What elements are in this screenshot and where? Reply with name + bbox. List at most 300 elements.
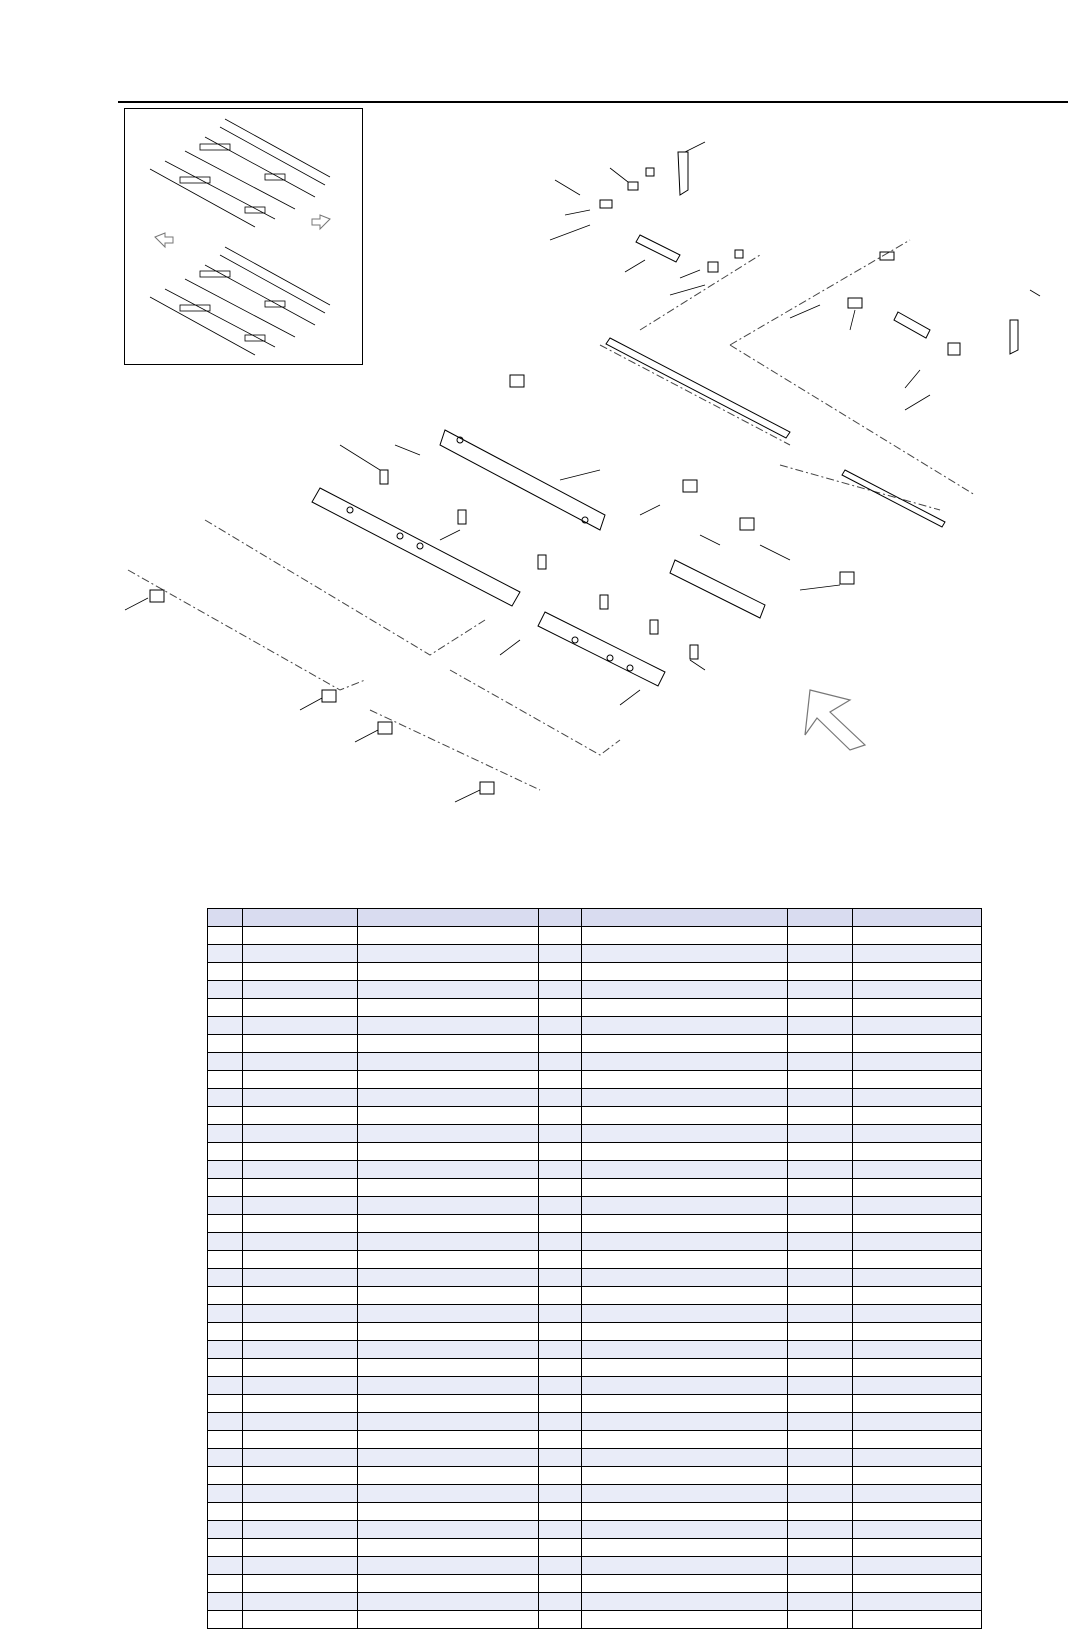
table-cell xyxy=(243,927,358,945)
table-cell xyxy=(853,1125,982,1143)
table-cell xyxy=(788,1611,853,1629)
table-cell xyxy=(358,927,539,945)
table-cell xyxy=(243,1197,358,1215)
table-cell xyxy=(208,1593,243,1611)
table-cell xyxy=(539,909,582,927)
table-cell xyxy=(243,1125,358,1143)
table-cell xyxy=(208,1413,243,1431)
table-cell xyxy=(243,1179,358,1197)
table-row xyxy=(208,1035,982,1053)
table-row xyxy=(208,1449,982,1467)
table-cell xyxy=(539,1431,582,1449)
table-cell xyxy=(582,999,788,1017)
table-cell xyxy=(582,1215,788,1233)
table-row xyxy=(208,1377,982,1395)
table-cell xyxy=(243,1251,358,1269)
table-cell xyxy=(539,1251,582,1269)
table-cell xyxy=(788,1377,853,1395)
table-cell xyxy=(208,945,243,963)
table-cell xyxy=(243,1053,358,1071)
table-cell xyxy=(243,1233,358,1251)
table-cell xyxy=(208,1431,243,1449)
table-cell xyxy=(358,1323,539,1341)
table-cell xyxy=(208,1197,243,1215)
table-cell xyxy=(788,1341,853,1359)
table-cell xyxy=(539,1305,582,1323)
table-cell xyxy=(539,1449,582,1467)
table-cell xyxy=(853,1161,982,1179)
table-cell xyxy=(788,1521,853,1539)
table-cell xyxy=(358,963,539,981)
table-cell xyxy=(358,1305,539,1323)
table-cell xyxy=(539,1341,582,1359)
table-cell xyxy=(853,1467,982,1485)
table-cell xyxy=(243,1215,358,1233)
table-cell xyxy=(539,963,582,981)
table-cell xyxy=(582,1323,788,1341)
table-cell xyxy=(582,1467,788,1485)
table-row xyxy=(208,1431,982,1449)
table-cell xyxy=(539,1107,582,1125)
table-cell xyxy=(243,1449,358,1467)
table-cell xyxy=(582,1251,788,1269)
table-cell xyxy=(208,1107,243,1125)
table-cell xyxy=(243,1323,358,1341)
table-cell xyxy=(358,1161,539,1179)
table-cell xyxy=(582,1557,788,1575)
table-cell xyxy=(582,1575,788,1593)
table-cell xyxy=(853,1503,982,1521)
table-cell xyxy=(539,927,582,945)
table-row xyxy=(208,1197,982,1215)
table-cell xyxy=(788,927,853,945)
table-row xyxy=(208,1341,982,1359)
table-cell xyxy=(243,945,358,963)
table-cell xyxy=(788,1359,853,1377)
table-cell xyxy=(539,1035,582,1053)
table-cell xyxy=(788,1323,853,1341)
table-cell xyxy=(853,1305,982,1323)
table-cell xyxy=(358,1539,539,1557)
table-cell xyxy=(788,1197,853,1215)
table-cell xyxy=(582,1413,788,1431)
table-cell xyxy=(788,1107,853,1125)
table-row xyxy=(208,1413,982,1431)
table-cell xyxy=(853,1017,982,1035)
table-cell xyxy=(853,1107,982,1125)
table-row xyxy=(208,981,982,999)
table-row xyxy=(208,1143,982,1161)
table-cell xyxy=(853,1233,982,1251)
table-cell xyxy=(208,927,243,945)
table-cell xyxy=(582,1449,788,1467)
table-cell xyxy=(539,1053,582,1071)
table-cell xyxy=(788,1269,853,1287)
table-cell xyxy=(853,909,982,927)
table-cell xyxy=(243,1503,358,1521)
table-cell xyxy=(358,1197,539,1215)
table-cell xyxy=(539,1485,582,1503)
table-cell xyxy=(788,1089,853,1107)
overview-thumbnail xyxy=(125,109,361,363)
table-cell xyxy=(358,1035,539,1053)
table-cell xyxy=(243,1341,358,1359)
table-cell xyxy=(358,1431,539,1449)
table-cell xyxy=(358,945,539,963)
table-cell xyxy=(208,1341,243,1359)
table-cell xyxy=(788,1287,853,1305)
table-cell xyxy=(853,945,982,963)
table-cell xyxy=(788,1179,853,1197)
table-row xyxy=(208,999,982,1017)
table-cell xyxy=(853,1485,982,1503)
table-cell xyxy=(788,909,853,927)
table-cell xyxy=(358,1503,539,1521)
table-cell xyxy=(358,1521,539,1539)
table-cell xyxy=(243,1395,358,1413)
table-cell xyxy=(358,1485,539,1503)
table-cell xyxy=(243,1107,358,1125)
table-cell xyxy=(582,1395,788,1413)
table-cell xyxy=(358,1395,539,1413)
table-cell xyxy=(853,1287,982,1305)
table-cell xyxy=(788,1017,853,1035)
table-cell xyxy=(208,1503,243,1521)
table-cell xyxy=(853,927,982,945)
table-cell xyxy=(358,1359,539,1377)
table-row xyxy=(208,1521,982,1539)
table-row xyxy=(208,1323,982,1341)
table-cell xyxy=(358,1611,539,1629)
table-cell xyxy=(539,1269,582,1287)
table-cell xyxy=(208,1323,243,1341)
table-cell xyxy=(208,1539,243,1557)
table-cell xyxy=(208,1053,243,1071)
table-cell xyxy=(208,1161,243,1179)
table-cell xyxy=(853,1377,982,1395)
table-cell xyxy=(853,1251,982,1269)
table-cell xyxy=(582,945,788,963)
table-cell xyxy=(853,981,982,999)
table-cell xyxy=(853,1611,982,1629)
table-cell xyxy=(853,1341,982,1359)
table-cell xyxy=(358,1017,539,1035)
table-cell xyxy=(539,1125,582,1143)
table-cell xyxy=(582,1233,788,1251)
table-cell xyxy=(582,963,788,981)
table-cell xyxy=(208,1521,243,1539)
table-cell xyxy=(358,1449,539,1467)
table-cell xyxy=(788,963,853,981)
table-cell xyxy=(788,1071,853,1089)
table-cell xyxy=(853,1053,982,1071)
table-cell xyxy=(539,1215,582,1233)
table-cell xyxy=(582,1143,788,1161)
table-cell xyxy=(539,1593,582,1611)
table-cell xyxy=(243,981,358,999)
table-cell xyxy=(243,1611,358,1629)
table-cell xyxy=(788,1413,853,1431)
table-cell xyxy=(358,1215,539,1233)
table-cell xyxy=(358,1413,539,1431)
table-cell xyxy=(788,999,853,1017)
table-cell xyxy=(853,1449,982,1467)
table-cell xyxy=(788,1233,853,1251)
table-cell xyxy=(539,1557,582,1575)
table-cell xyxy=(539,1575,582,1593)
table-cell xyxy=(539,1611,582,1629)
table-cell xyxy=(853,1269,982,1287)
table-cell xyxy=(358,1251,539,1269)
table-cell xyxy=(539,1287,582,1305)
table-cell xyxy=(358,1143,539,1161)
table-cell xyxy=(208,1215,243,1233)
table-cell xyxy=(358,1377,539,1395)
table-cell xyxy=(208,1269,243,1287)
table-cell xyxy=(243,1431,358,1449)
table-cell xyxy=(788,1431,853,1449)
table-cell xyxy=(853,1359,982,1377)
table-cell xyxy=(358,1179,539,1197)
table-cell xyxy=(358,1341,539,1359)
table-cell xyxy=(243,1575,358,1593)
table-cell xyxy=(853,963,982,981)
table-cell xyxy=(582,1035,788,1053)
table-cell xyxy=(582,1431,788,1449)
table-row xyxy=(208,1359,982,1377)
table-cell xyxy=(208,999,243,1017)
table-cell xyxy=(582,1521,788,1539)
table-cell xyxy=(539,1089,582,1107)
table-cell xyxy=(853,1557,982,1575)
table-cell xyxy=(208,1071,243,1089)
table-cell xyxy=(582,1017,788,1035)
table-cell xyxy=(582,1611,788,1629)
table-cell xyxy=(539,1017,582,1035)
table-cell xyxy=(582,1341,788,1359)
table-cell xyxy=(243,1521,358,1539)
table-cell xyxy=(788,1125,853,1143)
table-cell xyxy=(582,1269,788,1287)
table-cell xyxy=(582,1179,788,1197)
overview-inset xyxy=(124,108,363,365)
table-cell xyxy=(788,1449,853,1467)
table-row xyxy=(208,1107,982,1125)
table-cell xyxy=(539,1071,582,1089)
table-cell xyxy=(358,1053,539,1071)
table-cell xyxy=(853,1413,982,1431)
table-cell xyxy=(853,1035,982,1053)
table-cell xyxy=(853,1395,982,1413)
table-cell xyxy=(539,1197,582,1215)
table-cell xyxy=(243,1143,358,1161)
table-cell xyxy=(788,1143,853,1161)
table-row xyxy=(208,1593,982,1611)
table-cell xyxy=(243,1305,358,1323)
table-cell xyxy=(539,1323,582,1341)
table-cell xyxy=(853,1539,982,1557)
table-cell xyxy=(582,1593,788,1611)
table-row xyxy=(208,1575,982,1593)
table-cell xyxy=(582,1539,788,1557)
table-cell xyxy=(243,963,358,981)
table-cell xyxy=(853,1179,982,1197)
table-cell xyxy=(208,1485,243,1503)
table-cell xyxy=(243,1089,358,1107)
table-cell xyxy=(208,1467,243,1485)
table-cell xyxy=(358,1593,539,1611)
table-cell xyxy=(853,999,982,1017)
table-cell xyxy=(243,1035,358,1053)
table-cell xyxy=(358,1575,539,1593)
table-cell xyxy=(853,1323,982,1341)
table-cell xyxy=(358,1107,539,1125)
table-cell xyxy=(358,1233,539,1251)
table-row xyxy=(208,1161,982,1179)
table-cell xyxy=(243,909,358,927)
table-cell xyxy=(788,1557,853,1575)
table-cell xyxy=(788,1593,853,1611)
table-cell xyxy=(243,1071,358,1089)
table-cell xyxy=(539,1503,582,1521)
table-row xyxy=(208,1503,982,1521)
table-cell xyxy=(582,1089,788,1107)
table-cell xyxy=(788,1161,853,1179)
table-cell xyxy=(539,1377,582,1395)
table-cell xyxy=(582,909,788,927)
table-cell xyxy=(208,1035,243,1053)
table-cell xyxy=(539,1359,582,1377)
table-cell xyxy=(208,963,243,981)
table-cell xyxy=(208,981,243,999)
parts-list-table xyxy=(207,908,982,1629)
table-row xyxy=(208,1233,982,1251)
table-cell xyxy=(539,1413,582,1431)
table-cell xyxy=(358,909,539,927)
table-cell xyxy=(208,1287,243,1305)
table-cell xyxy=(582,1485,788,1503)
table-cell xyxy=(539,981,582,999)
table-cell xyxy=(243,1539,358,1557)
table-cell xyxy=(582,1197,788,1215)
table-cell xyxy=(539,1521,582,1539)
table-cell xyxy=(208,1089,243,1107)
table-cell xyxy=(788,1305,853,1323)
table-cell xyxy=(582,981,788,999)
table-cell xyxy=(208,1143,243,1161)
table-row xyxy=(208,1287,982,1305)
table-cell xyxy=(243,1287,358,1305)
table-cell xyxy=(208,1449,243,1467)
table-cell xyxy=(208,1395,243,1413)
table-row xyxy=(208,1611,982,1629)
table-cell xyxy=(788,1395,853,1413)
table-cell xyxy=(208,909,243,927)
table-cell xyxy=(582,1053,788,1071)
table-cell xyxy=(582,1161,788,1179)
table-cell xyxy=(853,1143,982,1161)
table-cell xyxy=(788,1035,853,1053)
table-cell xyxy=(582,1107,788,1125)
table-cell xyxy=(208,1179,243,1197)
table-cell xyxy=(243,1557,358,1575)
table-cell xyxy=(539,1143,582,1161)
table-cell xyxy=(539,945,582,963)
table-cell xyxy=(243,1269,358,1287)
table-cell xyxy=(208,1305,243,1323)
table-row xyxy=(208,1269,982,1287)
table-cell xyxy=(208,1557,243,1575)
table-cell xyxy=(358,1287,539,1305)
table-row xyxy=(208,1071,982,1089)
table-cell xyxy=(788,945,853,963)
table-cell xyxy=(582,1377,788,1395)
table-row xyxy=(208,1215,982,1233)
table-row xyxy=(208,1251,982,1269)
table-row xyxy=(208,1179,982,1197)
table-row xyxy=(208,1125,982,1143)
table-cell xyxy=(208,1017,243,1035)
table-row xyxy=(208,1305,982,1323)
table-cell xyxy=(582,1503,788,1521)
table-row xyxy=(208,927,982,945)
table-row xyxy=(208,1557,982,1575)
table-cell xyxy=(788,1485,853,1503)
table-cell xyxy=(788,1467,853,1485)
table-cell xyxy=(358,1089,539,1107)
table-row xyxy=(208,1017,982,1035)
table-cell xyxy=(582,927,788,945)
table-cell xyxy=(358,1557,539,1575)
table-cell xyxy=(853,1215,982,1233)
table-cell xyxy=(853,1197,982,1215)
table-cell xyxy=(243,1413,358,1431)
table-cell xyxy=(243,1485,358,1503)
table-row xyxy=(208,963,982,981)
table-cell xyxy=(358,981,539,999)
table-cell xyxy=(788,1539,853,1557)
table-cell xyxy=(208,1611,243,1629)
table-cell xyxy=(208,1359,243,1377)
table-cell xyxy=(358,1467,539,1485)
table-cell xyxy=(788,1503,853,1521)
table-cell xyxy=(208,1233,243,1251)
table-cell xyxy=(853,1593,982,1611)
table-row xyxy=(208,1089,982,1107)
table-cell xyxy=(582,1287,788,1305)
table-cell xyxy=(788,981,853,999)
table-cell xyxy=(539,1233,582,1251)
parts-table-body xyxy=(208,909,982,1629)
table-row xyxy=(208,945,982,963)
table-cell xyxy=(853,1575,982,1593)
table-cell xyxy=(539,1467,582,1485)
table-cell xyxy=(243,999,358,1017)
table-cell xyxy=(582,1125,788,1143)
table-cell xyxy=(582,1071,788,1089)
table-row xyxy=(208,1053,982,1071)
table-cell xyxy=(539,1161,582,1179)
table-cell xyxy=(539,999,582,1017)
table-cell xyxy=(788,1053,853,1071)
table-row xyxy=(208,909,982,927)
table-cell xyxy=(243,1161,358,1179)
table-cell xyxy=(208,1125,243,1143)
table-cell xyxy=(853,1431,982,1449)
table-cell xyxy=(582,1359,788,1377)
table-row xyxy=(208,1467,982,1485)
table-cell xyxy=(853,1089,982,1107)
